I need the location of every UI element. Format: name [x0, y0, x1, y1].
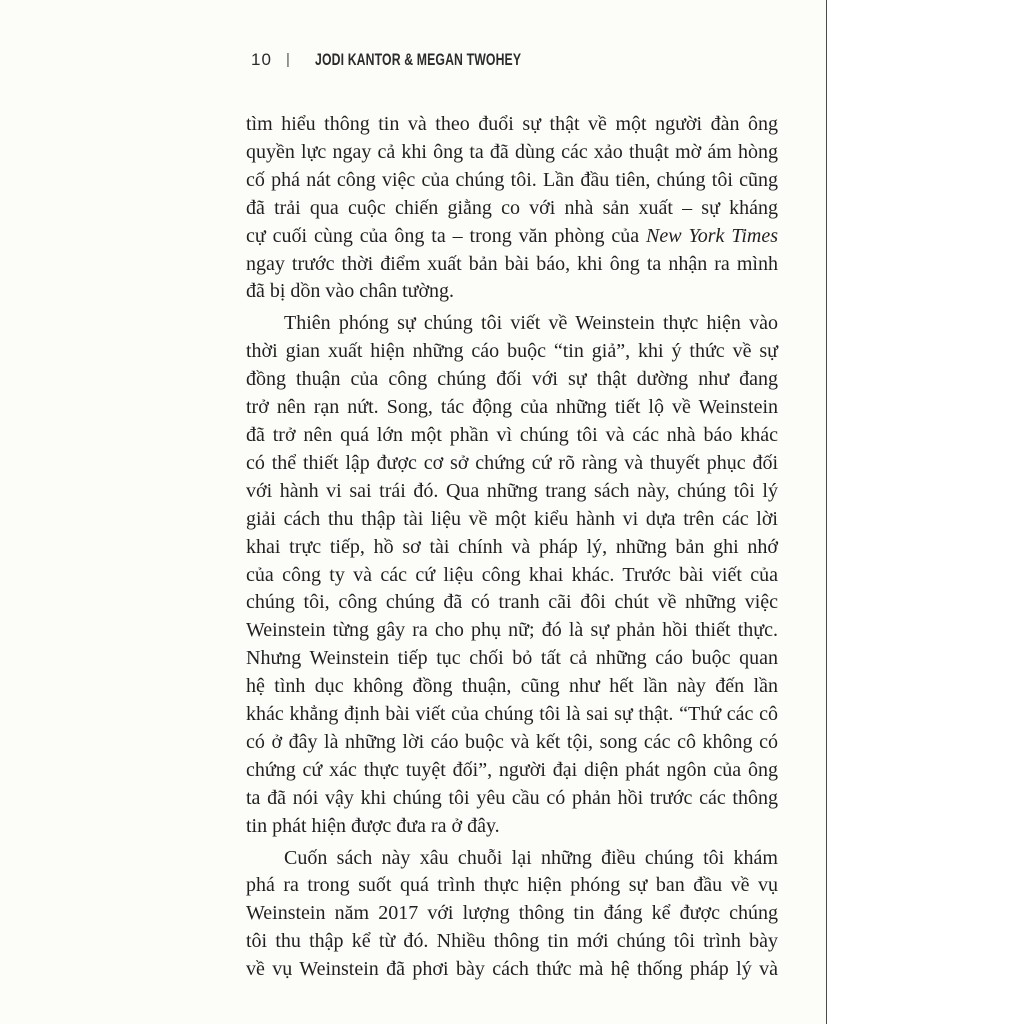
- text-line: đồng thuận của công chúng đối với sự thật dường như đang: [246, 368, 778, 391]
- text-line: Thiên phóng sự chúng tôi viết về Weinstein thực hiện vào: [284, 312, 778, 335]
- text-segment: cự cuối cùng của ông ta – trong văn phòng của: [246, 224, 647, 247]
- text-line: của công ty và các cứ liệu công khai khác. Trước bài viết của: [246, 563, 778, 586]
- text-line: trở nên rạn nứt. Song, tác động của những tiết lộ về Weinstein: [246, 396, 778, 419]
- text-line: Weinstein từng gây ra cho phụ nữ; đó là sự phản hồi thiết thực.: [246, 619, 778, 642]
- text-line: tin phát hiện được đưa ra ở đây.: [246, 814, 500, 837]
- text-line: đã trải qua cuộc chiến giằng co với nhà sản xuất – sự kháng: [246, 196, 778, 219]
- text-line: có ở đây là những lời cáo buộc và kết tội, song các cô không có: [246, 730, 778, 753]
- text-line: phá ra trong suốt quá trình thực hiện phóng sự ban đầu về vụ: [246, 874, 778, 897]
- text-line: khai trực tiếp, hồ sơ tài chính và pháp lý, những bản ghi nhớ: [246, 535, 778, 558]
- text-line: về vụ Weinstein đã phơi bày cách thức mà hệ thống pháp lý và: [246, 958, 778, 981]
- text-line: chứng cứ xác thực tuyệt đối”, người đại diện phát ngôn của ông: [246, 758, 778, 781]
- text-line: Nhưng Weinstein tiếp tục chối bỏ tất cả những cáo buộc quan: [246, 647, 778, 670]
- text-line: Cuốn sách này xâu chuỗi lại những điều chúng tôi khám: [284, 846, 778, 869]
- text-line: Weinstein năm 2017 với lượng thông tin đáng kể được chúng: [246, 902, 778, 925]
- text-line: với hành vi sai trái đó. Qua những trang sách này, chúng tôi lý: [246, 479, 778, 502]
- text-line: thời gian xuất hiện những cáo buộc “tin giả”, khi ý thức về sự: [246, 340, 778, 363]
- text-line: hệ tình dục không đồng thuận, cũng như hết lần này đến lần: [246, 675, 778, 698]
- running-title: JODI KANTOR & MEGAN TWOHEY: [315, 50, 522, 69]
- header-separator: |: [286, 51, 290, 68]
- text-line: ngay trước thời điểm xuất bản bài báo, khi ông ta nhận ra mình: [246, 252, 778, 275]
- paragraph: [246, 845, 778, 985]
- text-line: có thể thiết lập được cơ sở chứng cứ rõ ràng và thuyết phục đối: [246, 451, 778, 474]
- text-line: tôi thu thập kể từ đó. Nhiều thông tin mới chúng tôi trình bày: [246, 930, 778, 953]
- italic-publication-title: New York Times: [646, 224, 779, 247]
- text-line: đã bị dồn vào chân tường.: [246, 280, 455, 303]
- text-line: [246, 223, 778, 251]
- text-line: ta đã nói vậy khi chúng tôi yêu cầu có phản hồi trước các thông: [246, 786, 778, 809]
- page-number: 10: [251, 50, 272, 69]
- text-line: quyền lực ngay cả khi ông ta đã dùng các xảo thuật mờ ám hòng: [246, 140, 778, 163]
- paragraph: [246, 111, 778, 306]
- text-line: giải cách thu thập tài liệu về một kiểu hành vi dựa trên các lời: [246, 507, 778, 530]
- body-text: [246, 111, 778, 984]
- text-line: khác khẳng định bài viết của chúng tôi là sai sự thật. “Thứ các cô: [246, 703, 778, 726]
- text-line: chúng tôi, công chúng đã có tranh cãi đôi chút về những việc: [246, 591, 778, 614]
- text-line: tìm hiểu thông tin và theo đuổi sự thật về một người đàn ông: [246, 113, 778, 135]
- paragraph: [246, 310, 778, 840]
- text-line: cố phá nát công việc của chúng tôi. Lần đầu tiên, chúng tôi cũng: [246, 168, 778, 191]
- running-header: [251, 50, 651, 70]
- text-line: đã trở nên quá lớn một phần vì chúng tôi và các nhà báo khác: [246, 423, 778, 446]
